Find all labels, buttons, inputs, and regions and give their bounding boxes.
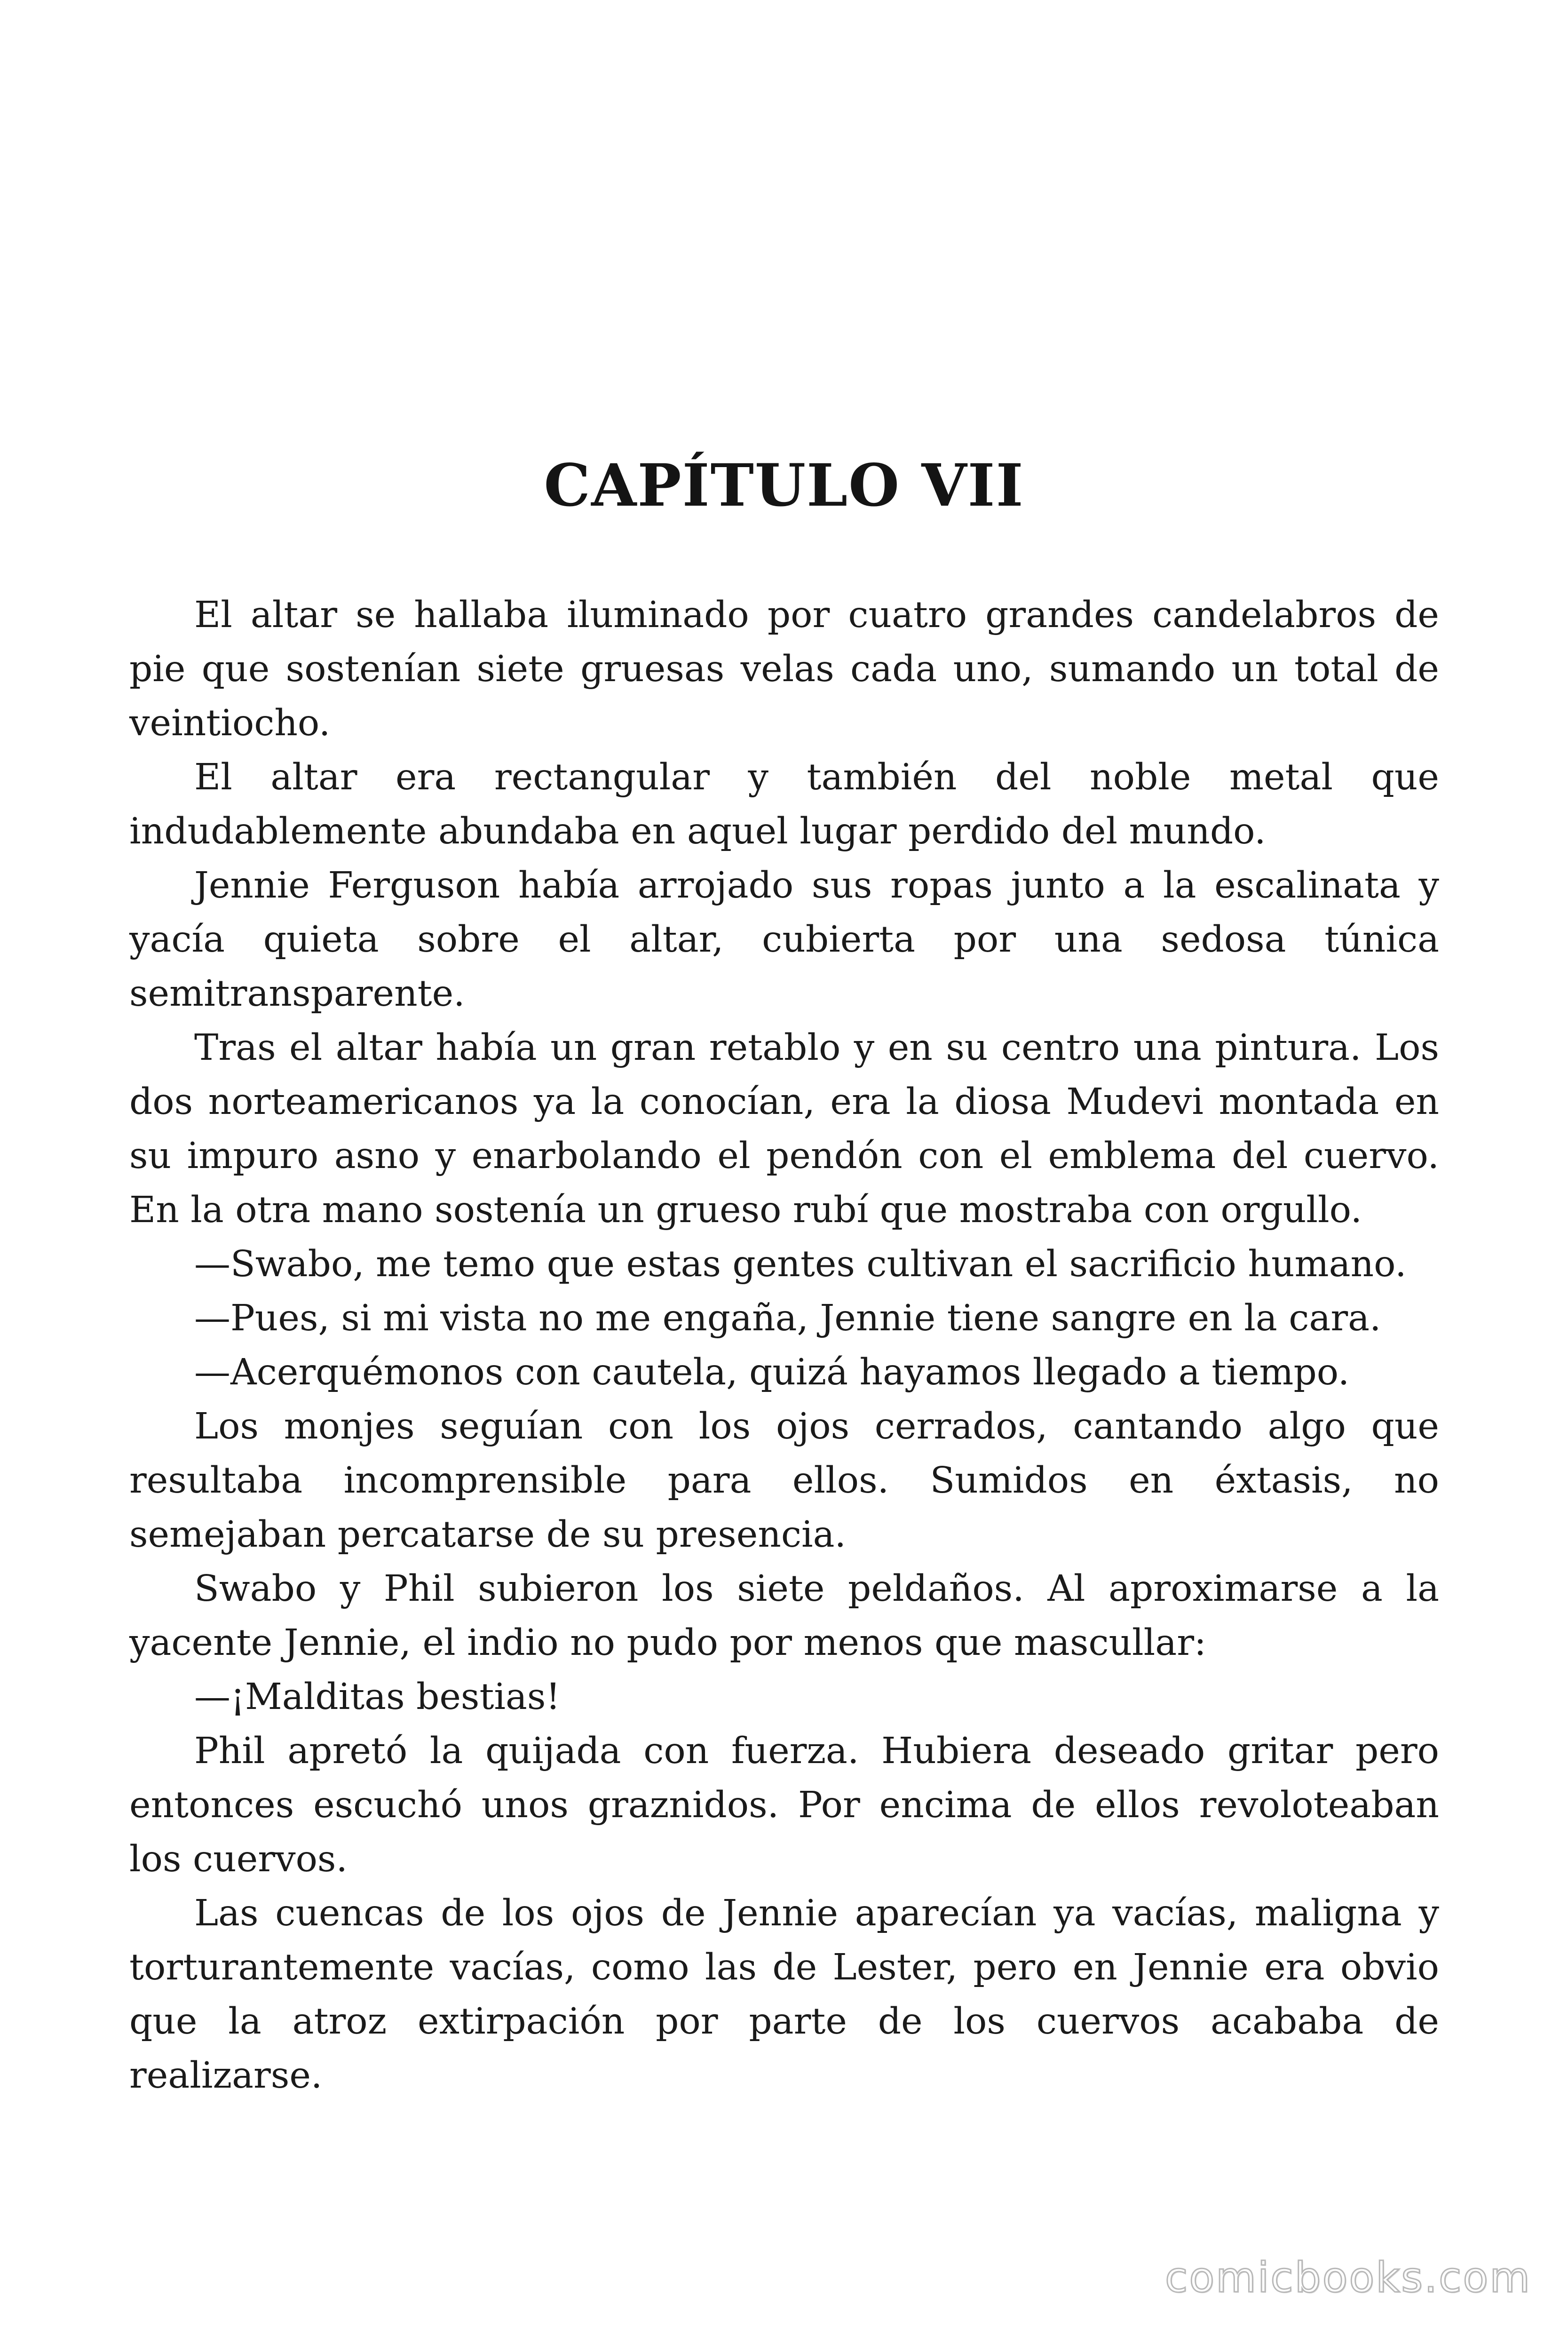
chapter-body	[129, 588, 1439, 2103]
paragraph: Jennie Ferguson había arrojado sus ropas junto a la escalinata y yacía quieta sobre el altar, cubierta por una sedosa túnica semitransparente.	[129, 865, 1439, 1015]
dialogue-paragraph: —¡Malditas bestias!	[194, 1676, 561, 1718]
paragraph: Swabo y Phil subieron los siete peldaños. Al aproximarse a la yacente Jennie, el indio no pudo por menos que mascullar:	[129, 1568, 1439, 1664]
paragraph: El altar era rectangular y también del noble metal que indudablemente abundaba en aquel lugar perdido del mundo.	[129, 756, 1439, 852]
dialogue-paragraph: —Swabo, me temo que estas gentes cultivan el sacrificio humano.	[194, 1243, 1407, 1285]
dialogue-paragraph: —Pues, si mi vista no me engaña, Jennie tiene sangre en la cara.	[194, 1297, 1381, 1339]
watermark: comicbooks.com	[1164, 2253, 1531, 2302]
paragraph: El altar se hallaba iluminado por cuatro grandes candelabros de pie que sostenían siete gruesas velas cada uno, sumando un total de veintiocho.	[129, 594, 1439, 744]
paragraph: Tras el altar había un gran retablo y en su centro una pintura. Los dos norteamericanos ya la conocían, era la diosa Mudevi montada en su impuro asno y enarbolando el pendón con el emblema del cuervo. En la otra mano sostenía un grueso rubí que mostraba con orgullo.	[129, 1027, 1439, 1231]
dialogue-paragraph: —Acerquémonos con cautela, quizá hayamos llegado a tiempo.	[194, 1351, 1350, 1393]
chapter-title: CAPÍTULO VII	[544, 452, 1024, 520]
paragraph: Las cuencas de los ojos de Jennie aparecían ya vacías, maligna y torturantemente vacías, como las de Lester, pero en Jennie era obvio que la atroz extirpación por parte de los cuervos acababa de realizarse.	[129, 1892, 1439, 2097]
paragraph: Phil apretó la quijada con fuerza. Hubiera deseado gritar pero entonces escuchó unos graznidos. Por encima de ellos revoloteaban los cuervos.	[129, 1730, 1439, 1880]
paragraph: Los monjes seguían con los ojos cerrados, cantando algo que resultaba incomprensible para ellos. Sumidos en éxtasis, no semejaban percatarse de su presencia.	[129, 1406, 1439, 1556]
